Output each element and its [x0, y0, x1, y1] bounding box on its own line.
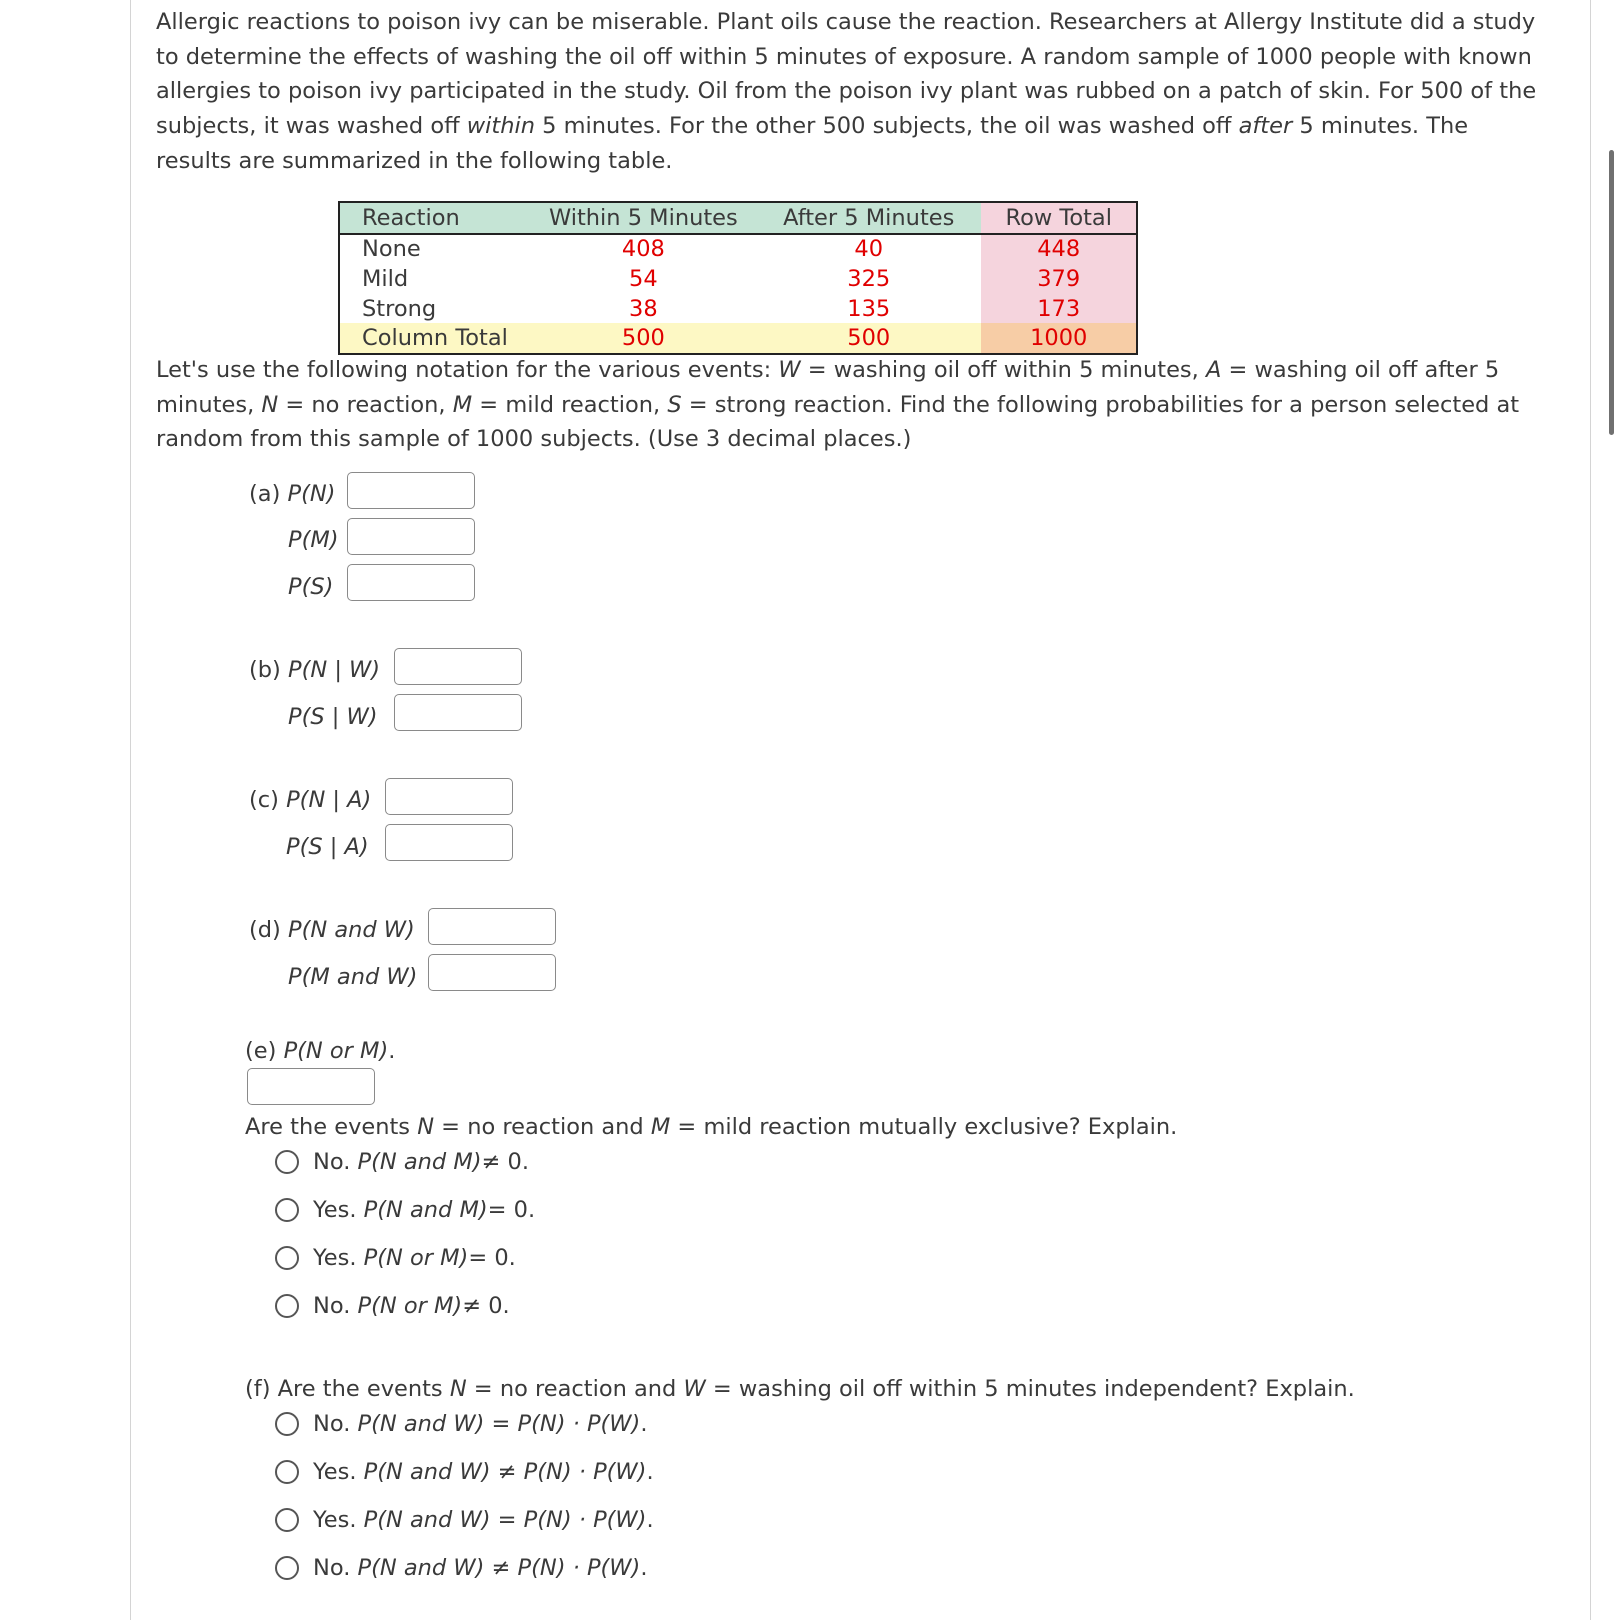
radio-circle-icon[interactable]: [275, 1460, 299, 1484]
header-reaction: Reaction: [339, 202, 531, 234]
answer-input-p-s-given-w[interactable]: [394, 694, 522, 731]
intro-paragraph: [156, 5, 1576, 179]
intro-line: subjects, it was washed off within 5 minutes. For the other 500 subjects, the oil was washed off after 5 minutes. The: [156, 113, 1469, 140]
row-label: Column Total: [339, 323, 531, 354]
radio-option-f1[interactable]: No. P(N and W) = P(N) · P(W) .: [275, 1409, 647, 1439]
label-p-n: (a) P(N): [249, 481, 336, 507]
table-header-row: [339, 202, 1137, 234]
row-label: Mild: [362, 265, 409, 292]
label-p-m: P(M): [288, 527, 339, 553]
label-p-n-or-m: (e) P(N or M).: [245, 1038, 396, 1064]
radio-option-f4[interactable]: No. P(N and W) ≠ P(N) · P(W) .: [275, 1553, 647, 1583]
cell-row-total: 379: [981, 264, 1137, 294]
answer-input-p-n-or-m[interactable]: [247, 1068, 375, 1105]
answer-input-p-s[interactable]: [347, 564, 475, 601]
answer-input-p-s-given-a[interactable]: [385, 824, 513, 861]
radio-option-e2[interactable]: Yes. P(N and M) = 0.: [275, 1195, 535, 1225]
cell-grand-total: 1000: [981, 323, 1137, 354]
radio-circle-icon[interactable]: [275, 1246, 299, 1270]
label-p-s-given-w: P(S | W): [288, 704, 378, 730]
intro-line: to determine the effects of washing the oil off within 5 minutes of exposure. A random sample of 1000 people with known: [156, 43, 1532, 70]
intro-line: allergies to poison ivy participated in the study. Oil from the poison ivy plant was rubbed on a patch of skin. For 500 of the: [156, 78, 1537, 105]
label-p-s: P(S): [288, 574, 334, 600]
answer-input-p-n-given-w[interactable]: [394, 648, 522, 685]
answer-input-p-n-and-w[interactable]: [428, 908, 556, 945]
cell-row-total: 448: [981, 234, 1137, 265]
radio-circle-icon[interactable]: [275, 1150, 299, 1174]
column-total-row: [339, 323, 1137, 354]
content-right-border: [1590, 0, 1591, 1620]
cell-within: 38: [629, 295, 658, 322]
cell-after: 40: [854, 236, 884, 263]
intro-line: results are summarized in the following table.: [156, 147, 673, 174]
cell-within: 500: [531, 323, 756, 354]
radio-option-f2[interactable]: Yes. P(N and W) ≠ P(N) · P(W) .: [275, 1457, 654, 1487]
label-p-n-given-a: (c) P(N | A): [249, 787, 372, 813]
radio-circle-icon[interactable]: [275, 1556, 299, 1580]
label-p-m-and-w: P(M and W): [288, 964, 418, 990]
radio-circle-icon[interactable]: [275, 1294, 299, 1318]
header-after: After 5 Minutes: [756, 202, 981, 234]
notation-line: random from this sample of 1000 subjects. (Use 3 decimal places.): [156, 426, 912, 453]
row-label: Strong: [362, 295, 437, 322]
row-label: None: [362, 236, 421, 263]
question-mutually-exclusive: Are the events N = no reaction and M = mild reaction mutually exclusive? Explain.: [245, 1114, 1178, 1140]
radio-option-e1[interactable]: No. P(N and M) ≠ 0.: [275, 1147, 529, 1177]
content-left-border: [130, 0, 131, 1620]
cell-row-total: 173: [981, 294, 1137, 324]
answer-input-p-m[interactable]: [347, 518, 475, 555]
question-independent: (f) Are the events N = no reaction and W = washing oil off within 5 minutes independent? Explain.: [245, 1376, 1355, 1402]
notation-paragraph: [156, 353, 1576, 457]
cell-within: 408: [621, 236, 665, 263]
table-row: [339, 294, 1137, 324]
label-p-s-given-a: P(S | A): [286, 834, 369, 860]
label-p-n-and-w: (d) P(N and W): [249, 917, 415, 943]
table-row: [339, 234, 1137, 265]
contingency-table: [338, 201, 1138, 355]
label-p-n-given-w: (b) P(N | W): [249, 657, 381, 683]
cell-after: 135: [847, 295, 891, 322]
header-row-total: Row Total: [981, 202, 1137, 234]
intro-line: Allergic reactions to poison ivy can be miserable. Plant oils cause the reaction. Researchers at Allergy Institute did a study: [156, 9, 1536, 35]
radio-option-e3[interactable]: Yes. P(N or M) = 0.: [275, 1243, 516, 1273]
cell-after: 325: [847, 265, 891, 292]
answer-input-p-m-and-w[interactable]: [428, 954, 556, 991]
radio-option-f3[interactable]: Yes. P(N and W) = P(N) · P(W) .: [275, 1505, 654, 1535]
radio-circle-icon[interactable]: [275, 1412, 299, 1436]
notation-line: Let's use the following notation for the various events: W = washing oil off within 5 minutes, A = washing oil off after 5: [156, 357, 1500, 383]
header-within: Within 5 Minutes: [531, 202, 756, 234]
cell-within: 54: [629, 265, 658, 292]
answer-input-p-n-given-a[interactable]: [385, 778, 513, 815]
radio-circle-icon[interactable]: [275, 1198, 299, 1222]
table-row: [339, 264, 1137, 294]
answer-input-p-n[interactable]: [347, 472, 475, 509]
radio-option-e4[interactable]: No. P(N or M) ≠ 0.: [275, 1291, 510, 1321]
scrollbar-thumb[interactable]: [1609, 150, 1614, 435]
cell-after: 500: [756, 323, 981, 354]
radio-circle-icon[interactable]: [275, 1508, 299, 1532]
notation-line: minutes, N = no reaction, M = mild reaction, S = strong reaction. Find the following probabilities for a person selected at: [156, 391, 1520, 418]
